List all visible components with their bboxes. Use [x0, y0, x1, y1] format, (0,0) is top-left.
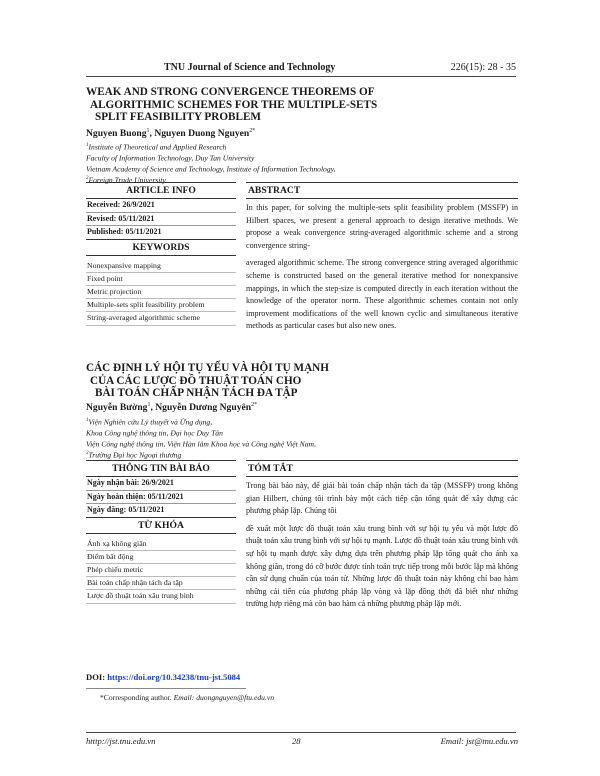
english-article-info: [86, 182, 236, 326]
volume-pages: 226(15): 28 - 35: [450, 62, 516, 73]
footer-url[interactable]: htttp://jst.tnu.edu.vn: [86, 736, 156, 746]
vietnamese-title: CÁC ĐỊNH LÝ HỘI TỤ YẾU VÀ HỘI TỤ MẠNH CỦA CÁC LƯỢC ĐỒ THUẬT TOÁN CHO BÀI TOÁN CHẤP NHẬN TÁCH ĐA TẬP: [86, 362, 329, 399]
keyword: String-averaged algorithmic scheme: [86, 312, 236, 325]
keyword: Fixed point: [86, 273, 236, 286]
affiliation: Vietnam Academy of Science and Technology, Institute of Information Technology,: [86, 164, 336, 174]
revised-date: Revised: 05/11/2021: [86, 213, 236, 227]
keywords-list: [86, 256, 236, 326]
abstract-paragraph: In this paper, for solving the multiple-sets split feasibility problem (MSSFP) in Hilbert spaces, we present a general approach to design iterative methods. We propose a weak convergence string-averaged algorithmic scheme and a strong convergence string-: [246, 203, 518, 250]
vietnamese-authors: Nguyễn Bường$^1$, Nguyễn Dương Nguyên$^{2*}$: [86, 402, 258, 414]
article-dates: [86, 199, 236, 239]
keyword: Phép chiếu metric: [86, 564, 236, 577]
revised-date: Ngày hoàn thiện: 05/11/2021: [86, 491, 236, 505]
received-date: Ngày nhận bài: 26/9/2021: [86, 477, 236, 491]
abstract-heading: ABSTRACT: [246, 182, 518, 199]
abstract-paragraph: đề xuất một lược đồ thuật toán xâu trung bình với sự hội tụ yếu và một lược đồ thuật toán xâu trung bình với sự hội tụ mạnh. Lược đồ thuật toán xâu trung bình với sự hội tụ mạnh được xây dựng dựa trên phương pháp lặp tổng quát cho ánh xạ không giãn, trong đó cỡ bước được tính toán trực tiếp trong mỗi bước lặp mà không cần sử dụng chuẩn của toán tử. Những lược đồ thuật toán này không chỉ bao hàm những cải tiến của phương pháp lặp vòng và lặp đồng thời đã biết như những trường hợp riêng mà còn bao hàm cả những phương pháp lặp mới.: [246, 523, 518, 609]
published-date: Ngày đăng: 05/11/2021: [87, 505, 165, 514]
english-title: WEAK AND STRONG CONVERGENCE THEOREMS OF ALGORITHMIC SCHEMES FOR THE MULTIPLE-SETS SPLIT FEASIBILITY PROBLEM: [86, 86, 378, 123]
author-name: Nguyễn Dương Nguyên: [155, 402, 252, 414]
footer-rule: [86, 732, 516, 733]
affiliation: $^1$Viện Nghiên cứu Lý thuyết và Ứng dụng,: [86, 417, 213, 427]
article-dates: [86, 477, 236, 517]
doi-line: DOI: https://doi.org/10.34238/tnu-jst.5084: [86, 672, 241, 682]
journal-name: TNU Journal of Science and Technology: [164, 62, 336, 73]
vietnamese-article-info: [86, 460, 236, 604]
article-info-heading: THÔNG TIN BÀI BÁO: [86, 460, 236, 477]
keyword: Ánh xạ không giãn: [86, 538, 236, 551]
affiliation: $^2$Foreign Trade University: [86, 175, 166, 185]
keyword: Lược đồ thuật toán xâu trung bình: [86, 590, 236, 603]
affiliation: Khoa Công nghệ thông tin, Đại học Duy Tân: [86, 428, 223, 438]
abstract-paragraph: Trong bài báo này, để giải bài toán chấp nhận tách đa tập (MSSFP) trong không gian Hilbert, chúng tôi trình bày một cách tiếp cận tổng quát để xây dựng các phương pháp lặp. Chúng tôi: [246, 481, 518, 516]
keyword: Metric projection: [86, 286, 236, 299]
english-affiliations: [86, 141, 516, 185]
doi-link[interactable]: https://doi.org/10.34238/tnu-jst.5084: [107, 672, 241, 682]
keyword: Nonexpansive mapping: [86, 260, 236, 273]
keywords-heading: TỪ KHÓA: [86, 517, 236, 534]
page-footer: [86, 736, 518, 746]
footnote-rule: [86, 688, 246, 689]
keywords-heading: KEYWORDS: [86, 239, 236, 256]
vietnamese-abstract: [246, 460, 518, 611]
keyword: Điểm bất động: [86, 551, 236, 564]
affiliation: $^1$Institute of Theoretical and Applied Research: [86, 142, 227, 152]
header-rule: [86, 76, 516, 77]
author-name: Nguyễn Bường: [86, 402, 148, 414]
english-abstract: [246, 182, 518, 333]
abstract-paragraph: averaged algorithmic scheme. The strong convergence string averaged algorithmic scheme is constructed based on the general iterative method for nonexpansive mappings, in which the step-size is computed directly in each iteration without the knowledge of the operator norm. These algorithmic schemes contain not only improvement modifications of the well known cyclic and simultaneous iterative methods as particular cases but also new ones.: [246, 258, 518, 331]
received-date: Received: 26/9/2021: [86, 199, 236, 213]
affiliation: Faculty of Information Technology, Duy Tan University: [86, 153, 255, 163]
affiliation: Viện Công nghệ thông tin, Viện Hàn lâm Khoa học và Công nghệ Việt Nam,: [86, 439, 316, 449]
corresponding-author-note: *Corresponding author. Email: duongnguyen@ftu.edu.vn: [100, 693, 275, 702]
vietnamese-affiliations: [86, 416, 516, 460]
english-authors: Nguyen Buong$^1$, Nguyen Duong Nguyen$^{2*}$: [86, 128, 256, 140]
article-info-heading: ARTICLE INFO: [86, 182, 236, 199]
author-name: Nguyen Duong Nguyen: [154, 128, 250, 140]
page-number: 28: [292, 736, 301, 746]
author-name: Nguyen Buong: [86, 128, 147, 140]
keyword: Multiple-sets split feasibility problem: [86, 299, 236, 312]
corresponding-email[interactable]: duongnguyen@ftu.edu.vn: [196, 693, 275, 702]
keyword: Bài toán chấp nhận tách đa tập: [86, 577, 236, 590]
abstract-heading: TÓM TẮT: [246, 460, 518, 477]
affiliation: $^2$Trường Đại học Ngoại thương: [86, 450, 182, 460]
published-date: Published: 05/11/2021: [87, 227, 162, 236]
keywords-list: [86, 534, 236, 604]
footer-email[interactable]: Email: jst@tnu.edu.vn: [440, 736, 518, 746]
